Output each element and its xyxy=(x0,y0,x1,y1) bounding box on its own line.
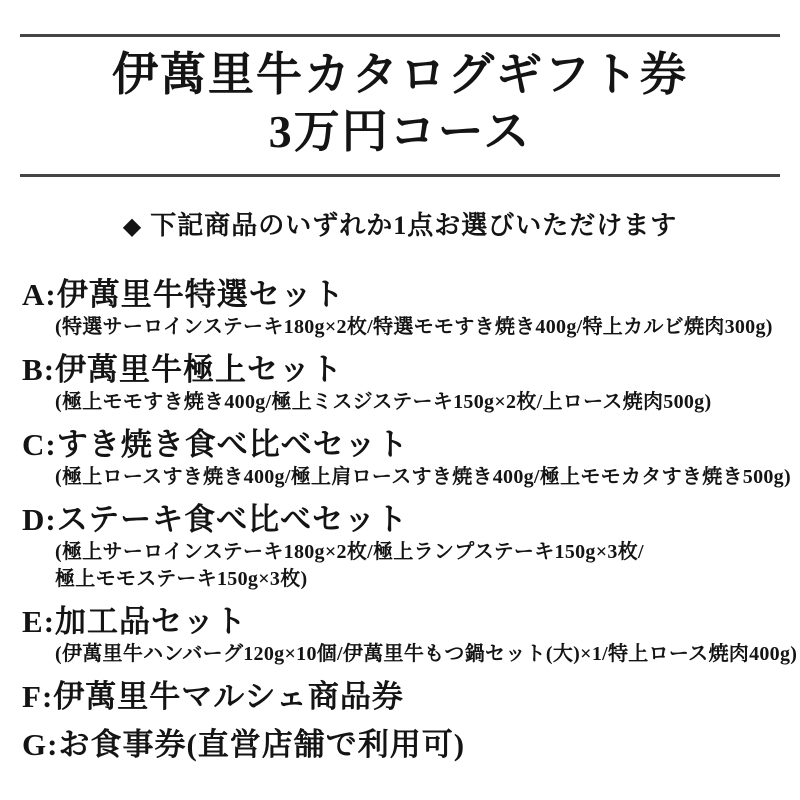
option-name: すき焼き食べ比べセット xyxy=(56,427,409,462)
option-detail-b: (極上モモすき焼き400g/極上ミスジステーキ150g×2枚/上ロース焼肉500g) xyxy=(55,391,712,413)
option-separator: : xyxy=(41,679,54,714)
selection-notice xyxy=(0,209,800,244)
title-line-2: 3万円コース xyxy=(268,106,532,157)
option-separator: : xyxy=(47,727,59,762)
option-detail-d-line2: 極上モモステーキ150g×3枚) xyxy=(55,568,308,590)
option-label: F xyxy=(22,679,42,714)
option-separator: : xyxy=(43,352,56,387)
selection-notice-text: 下記商品のいずれか1点お選びいただけます xyxy=(150,211,678,240)
option-name: お食事券(直営店舗で利用可) xyxy=(58,727,466,762)
option-item-b xyxy=(22,351,792,416)
option-label: D xyxy=(22,502,46,537)
option-item-d xyxy=(22,501,792,593)
title-line-1: 伊萬里牛カタログギフト券 xyxy=(112,49,688,100)
option-detail-c: (極上ロースすき焼き400g/極上肩ロースすき焼き400g/極上モモカタすき焼き500g) xyxy=(55,466,791,488)
option-heading-a xyxy=(22,276,792,314)
option-heading-g xyxy=(22,726,792,764)
option-detail-e: (伊萬里牛ハンバーグ120g×10個/伊萬里牛もつ鍋セット(大)×1/特上ロース焼肉400g) xyxy=(55,643,798,665)
option-separator: : xyxy=(45,427,57,462)
option-label: E xyxy=(22,604,44,639)
option-separator: : xyxy=(45,277,57,312)
option-detail-d-line1: (極上サーロインステーキ180g×2枚/極上ランプステーキ150g×3枚/ xyxy=(55,541,644,563)
option-list xyxy=(22,276,798,774)
option-heading-d xyxy=(22,501,792,539)
option-name: 伊萬里牛特選セット xyxy=(56,277,345,312)
option-heading-e xyxy=(22,603,792,641)
option-heading-c xyxy=(22,426,792,464)
page-title xyxy=(0,46,800,160)
option-name: 伊萬里牛極上セット xyxy=(55,352,344,387)
option-item-g xyxy=(22,726,792,764)
option-label: C xyxy=(22,427,46,462)
option-name: 伊萬里牛マルシェ商品券 xyxy=(53,679,404,714)
option-separator: : xyxy=(43,604,56,639)
option-separator: : xyxy=(45,502,57,537)
divider-top xyxy=(20,34,780,37)
option-label: A xyxy=(22,277,46,312)
option-item-f xyxy=(22,678,792,716)
divider-bottom xyxy=(20,174,780,177)
option-heading-b xyxy=(22,351,792,389)
option-item-c xyxy=(22,426,792,491)
option-name: 加工品セット xyxy=(55,604,248,639)
option-item-e xyxy=(22,603,798,668)
option-label: B xyxy=(22,352,44,387)
option-detail-a: (特選サーロインステーキ180g×2枚/特選モモすき焼き400g/特上カルビ焼肉300g) xyxy=(55,316,773,338)
diamond-icon: ◆ xyxy=(122,214,143,240)
option-item-a xyxy=(22,276,792,341)
option-heading-f xyxy=(22,678,792,716)
option-name: ステーキ食べ比べセット xyxy=(56,502,409,537)
option-label: G xyxy=(22,727,48,762)
